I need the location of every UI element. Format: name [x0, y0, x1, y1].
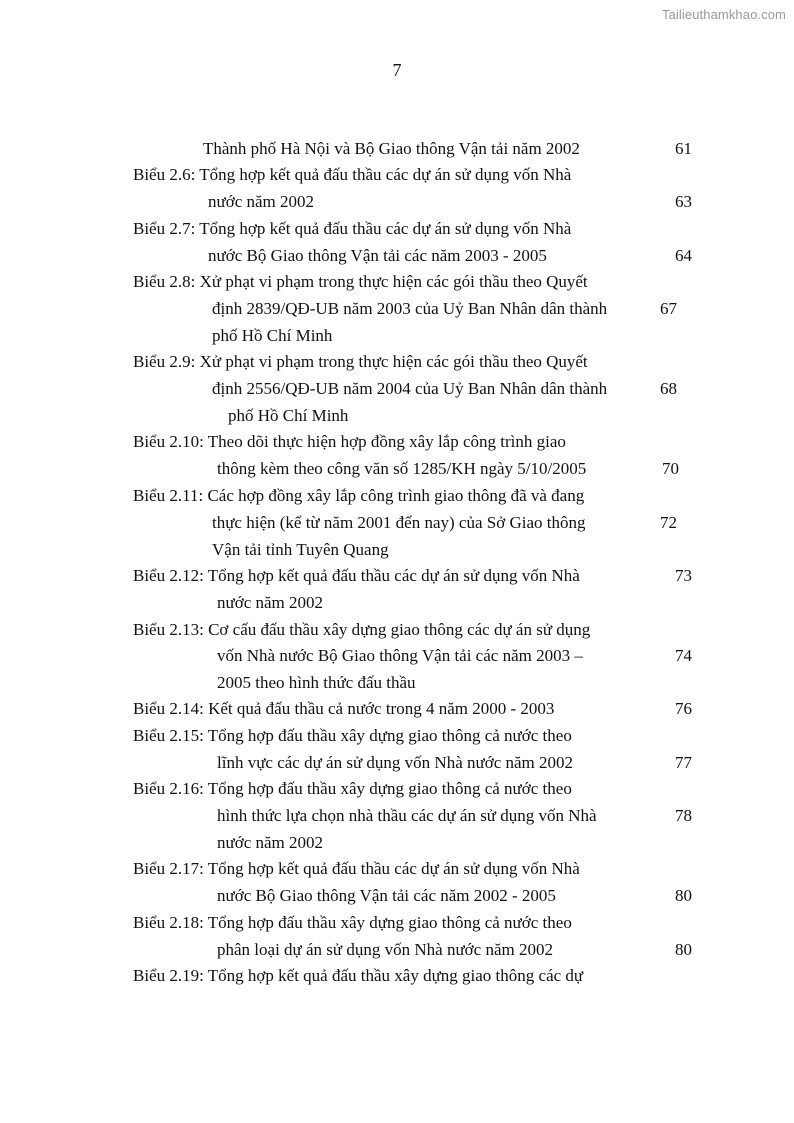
toc-entry-line: Biểu 2.14: Kết quả đấu thầu cả nước trong 4 năm 2000 - 2003	[133, 699, 555, 718]
toc-entry-line: nước năm 2002	[208, 192, 315, 211]
toc-entry-line: nước Bộ Giao thông Vận tải các năm 2002 - 2005	[217, 886, 556, 905]
toc-entry-line: Biểu 2.13: Cơ cấu đấu thầu xây dựng giao thông các dự án sử dụng	[133, 620, 591, 639]
toc-entry-line: Biểu 2.11: Các hợp đồng xây lắp công trình giao thông đã và đang	[133, 486, 585, 505]
toc-page-number: 64	[675, 246, 692, 265]
toc-entry-line: Biểu 2.18: Tổng hợp đấu thầu xây dựng giao thông cả nước theo	[133, 913, 572, 932]
toc-entry-line: Biểu 2.8: Xử phạt vi phạm trong thực hiện các gói thầu theo Quyết	[133, 272, 588, 291]
toc-entry-line: Biểu 2.7: Tổng hợp kết quả đấu thầu các dự án sử dụng vốn Nhà	[133, 219, 572, 238]
toc-entry-line: Thành phố Hà Nội và Bộ Giao thông Vận tải năm 2002	[203, 139, 580, 158]
toc-entry-line: Biểu 2.16: Tổng hợp đấu thầu xây dựng giao thông cả nước theo	[133, 779, 572, 798]
toc-entry-line: nước năm 2002	[217, 593, 324, 612]
toc-entry-line: Biểu 2.9: Xử phạt vi phạm trong thực hiện các gói thầu theo Quyết	[133, 352, 588, 371]
toc-entry-line: nước năm 2002	[217, 833, 324, 852]
toc-entry-line: 2005 theo hình thức đấu thầu	[217, 673, 416, 692]
watermark: Tailieuthamkhao.com	[661, 7, 786, 22]
toc-entry-line: lĩnh vực các dự án sử dụng vốn Nhà nước năm 2002	[217, 753, 574, 772]
toc-entry-line: phố Hồ Chí Minh	[212, 326, 333, 345]
toc-entry-line: thực hiện (kể từ năm 2001 đến nay) của Sở Giao thông	[212, 513, 586, 532]
toc-entry-line: định 2839/QĐ-UB năm 2003 của Uỷ Ban Nhân dân thành	[212, 299, 608, 318]
toc-entry-line: Vận tải tỉnh Tuyên Quang	[212, 540, 389, 559]
toc-entry-line: thông kèm theo công văn số 1285/KH ngày 5/10/2005	[217, 459, 587, 478]
page-number: 7	[392, 60, 402, 80]
toc-entry-line: nước Bộ Giao thông Vận tải các năm 2003 - 2005	[208, 246, 547, 265]
toc-entry-line: phân loại dự án sử dụng vốn Nhà nước năm 2002	[217, 940, 553, 959]
toc-page-number: 63	[675, 192, 692, 211]
toc-page-number: 67	[660, 299, 677, 318]
toc-entry-line: Biểu 2.6: Tổng hợp kết quả đấu thầu các dự án sử dụng vốn Nhà	[133, 165, 572, 184]
toc-entry-line: phố Hồ Chí Minh	[228, 406, 349, 425]
toc-page-number: 61	[675, 139, 692, 158]
toc-page-number: 76	[675, 699, 692, 718]
toc-entry-line: Biểu 2.15: Tổng hợp đấu thầu xây dựng giao thông cả nước theo	[133, 726, 572, 745]
toc-entry-line: Biểu 2.10: Theo dõi thực hiện hợp đồng xây lắp công trình giao	[133, 432, 566, 451]
toc-entry-line: vốn Nhà nước Bộ Giao thông Vận tải các năm 2003 –	[217, 646, 583, 665]
toc-page-number: 80	[675, 886, 692, 905]
toc-entry-line: hình thức lựa chọn nhà thầu các dự án sử dụng vốn Nhà	[217, 806, 597, 825]
toc-page-number: 70	[662, 459, 679, 478]
toc-page-number: 68	[660, 379, 677, 398]
toc-page-number: 72	[660, 513, 677, 532]
toc-page-number: 80	[675, 940, 692, 959]
toc-page-number: 77	[675, 753, 692, 772]
toc-entry-line: định 2556/QĐ-UB năm 2004 của Uỷ Ban Nhân dân thành	[212, 379, 608, 398]
toc-entry-line: Biểu 2.19: Tổng hợp kết quả đấu thầu xây dựng giao thông các dự	[133, 966, 584, 985]
toc-entry-line: Biểu 2.17: Tổng hợp kết quả đấu thầu các dự án sử dụng vốn Nhà	[133, 859, 580, 878]
toc-page-number: 73	[675, 566, 692, 585]
toc-entry-line: Biểu 2.12: Tổng hợp kết quả đấu thầu các dự án sử dụng vốn Nhà	[133, 566, 580, 585]
toc-page-number: 74	[675, 646, 692, 665]
toc-page-number: 78	[675, 806, 692, 825]
